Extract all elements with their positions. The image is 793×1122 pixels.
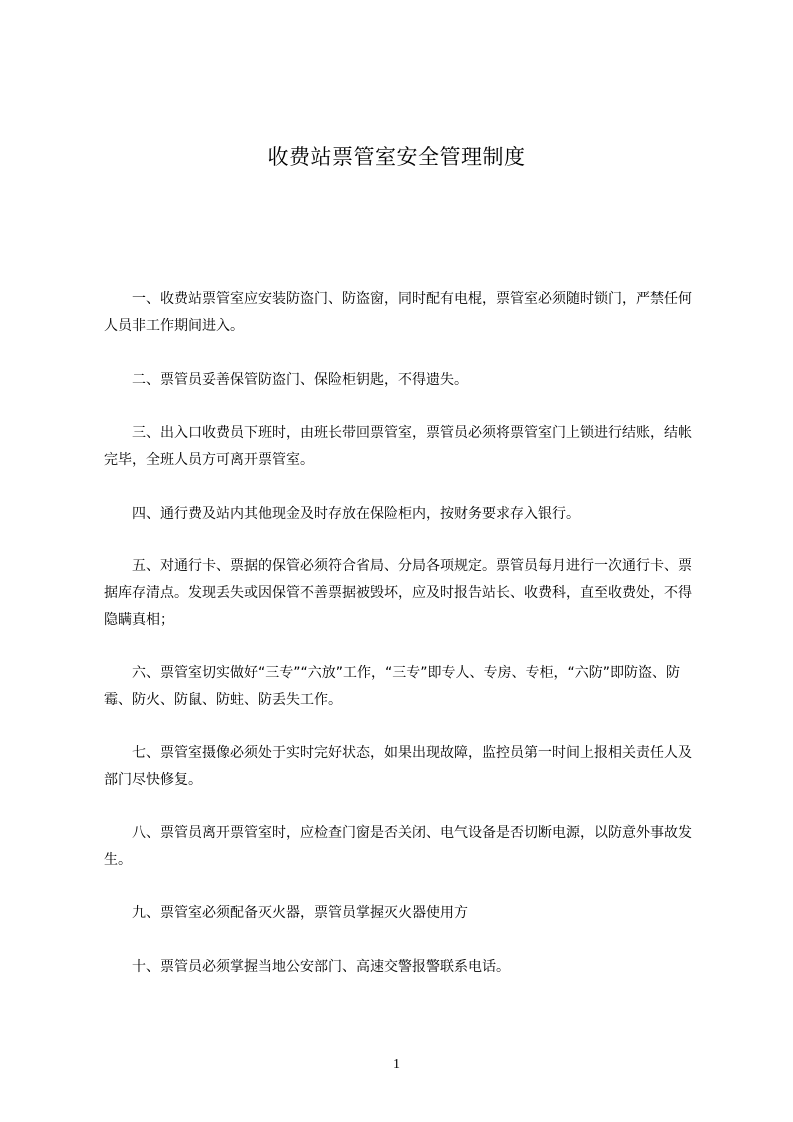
paragraph-4: 四、通行费及站内其他现金及时存放在保险柜内，按财务要求存入银行。 — [132, 506, 580, 522]
paragraph-6: 六、票管室切实做好“三专”“六放”工作，“三专”即专人、专房、专柜，“六防”即防盗、防霉、防火、防鼠、防蛀、防丢失工作。 — [104, 665, 681, 708]
paragraph-9: 九、票管室必须配备灭火器，票管员掌握灭火器使用方 — [132, 905, 468, 921]
paragraph-3: 三、出入口收费员下班时，由班长带回票管室，票管员必须将票管室门上锁进行结账，结帐完毕，全班人员方可离开票管室。 — [104, 425, 692, 468]
paragraph-8: 八、票管员离开票管室时，应检查门窗是否关闭、电气设备是否切断电源，以防意外事故发生。 — [104, 825, 692, 868]
paragraph-7: 七、票管室摄像必须处于实时完好状态，如果出现故障，监控员第一时间上报相关责任人及部门尽快修复。 — [104, 745, 692, 788]
paragraph-10: 十、票管员必须掌握当地公安部门、高速交警报警联系电话。 — [132, 959, 510, 975]
page-title: 收费站票管室安全管理制度 — [267, 145, 526, 169]
paragraph-2: 二、票管员妥善保管防盗门、保险柜钥匙，不得遗失。 — [132, 372, 468, 388]
page-number: 1 — [393, 1057, 400, 1072]
paragraph-5: 五、对通行卡、票据的保管必须符合省局、分局各项规定。票管员每月进行一次通行卡、票据库存清点。发现丢失或因保管不善票据被毁坏，应及时报告站长、收费科，直至收费处，不得隐瞒真相； — [104, 558, 692, 628]
paragraph-1: 一、收费站票管室应安装防盗门、防盗窗，同时配有电棍，票管室必须随时锁门，严禁任何人员非工作期间进入。 — [104, 291, 692, 334]
